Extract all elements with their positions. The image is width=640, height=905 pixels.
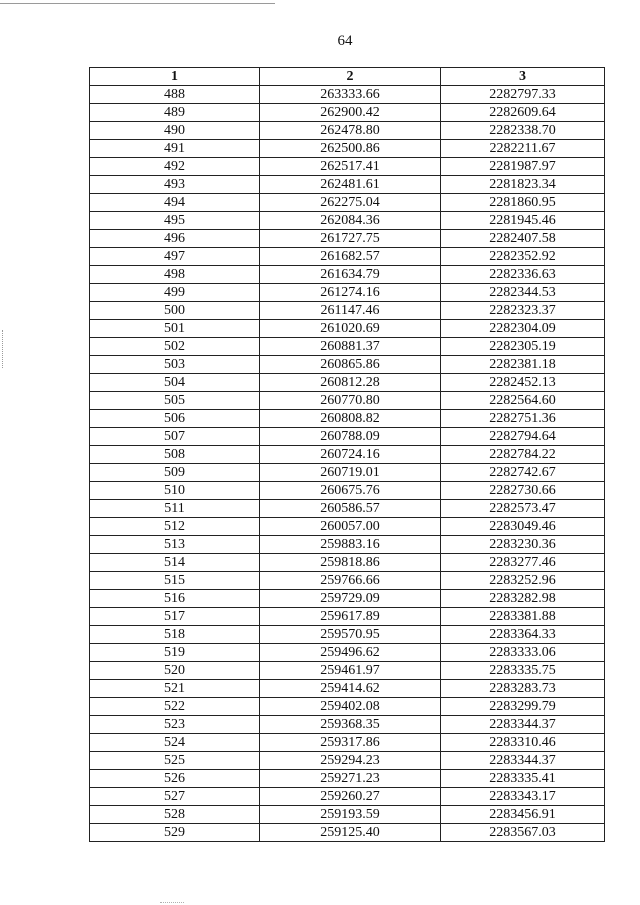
- y-coordinate-cell: 2283283.73: [441, 680, 605, 698]
- table-row: [90, 104, 605, 122]
- y-coordinate-cell: 2283252.96: [441, 572, 605, 590]
- x-coordinate-cell: 259461.97: [260, 662, 441, 680]
- point-number-cell: 511: [90, 500, 260, 518]
- x-coordinate-cell: 261147.46: [260, 302, 441, 320]
- table-row: [90, 194, 605, 212]
- x-coordinate-cell: 260724.16: [260, 446, 441, 464]
- point-number-cell: 513: [90, 536, 260, 554]
- table-row: [90, 176, 605, 194]
- table-row: [90, 680, 605, 698]
- point-number-cell: 522: [90, 698, 260, 716]
- column-header-point-number: 1: [90, 68, 260, 86]
- point-number-cell: 501: [90, 320, 260, 338]
- x-coordinate-cell: 261634.79: [260, 266, 441, 284]
- table-row: [90, 806, 605, 824]
- table-row: [90, 734, 605, 752]
- column-header-x-coordinate: 2: [260, 68, 441, 86]
- table-header-row: [90, 68, 605, 86]
- table-row: [90, 464, 605, 482]
- point-number-cell: 519: [90, 644, 260, 662]
- table-row: [90, 536, 605, 554]
- point-number-cell: 500: [90, 302, 260, 320]
- x-coordinate-cell: 259414.62: [260, 680, 441, 698]
- table-row: [90, 590, 605, 608]
- table-row: [90, 410, 605, 428]
- table-row: [90, 302, 605, 320]
- table-row: [90, 608, 605, 626]
- column-header-y-coordinate: 3: [441, 68, 605, 86]
- table-row: [90, 482, 605, 500]
- point-number-cell: 489: [90, 104, 260, 122]
- y-coordinate-cell: 2282352.92: [441, 248, 605, 266]
- y-coordinate-cell: 2283364.33: [441, 626, 605, 644]
- x-coordinate-cell: 260881.37: [260, 338, 441, 356]
- point-number-cell: 523: [90, 716, 260, 734]
- point-number-cell: 499: [90, 284, 260, 302]
- table-row: [90, 788, 605, 806]
- point-number-cell: 506: [90, 410, 260, 428]
- point-number-cell: 505: [90, 392, 260, 410]
- point-number-cell: 524: [90, 734, 260, 752]
- point-number-cell: 495: [90, 212, 260, 230]
- y-coordinate-cell: 2282797.33: [441, 86, 605, 104]
- x-coordinate-cell: 259368.35: [260, 716, 441, 734]
- point-number-cell: 507: [90, 428, 260, 446]
- table-row: [90, 284, 605, 302]
- point-number-cell: 508: [90, 446, 260, 464]
- y-coordinate-cell: 2283049.46: [441, 518, 605, 536]
- x-coordinate-cell: 259294.23: [260, 752, 441, 770]
- y-coordinate-cell: 2282407.58: [441, 230, 605, 248]
- y-coordinate-cell: 2282304.09: [441, 320, 605, 338]
- table-row: [90, 86, 605, 104]
- point-number-cell: 516: [90, 590, 260, 608]
- table-row: [90, 698, 605, 716]
- point-number-cell: 521: [90, 680, 260, 698]
- x-coordinate-cell: 260770.80: [260, 392, 441, 410]
- point-number-cell: 527: [90, 788, 260, 806]
- table-row: [90, 644, 605, 662]
- y-coordinate-cell: 2282211.67: [441, 140, 605, 158]
- table-row: [90, 212, 605, 230]
- y-coordinate-cell: 2283277.46: [441, 554, 605, 572]
- x-coordinate-cell: 260788.09: [260, 428, 441, 446]
- y-coordinate-cell: 2283567.03: [441, 824, 605, 842]
- table-row: [90, 374, 605, 392]
- x-coordinate-cell: 260812.28: [260, 374, 441, 392]
- point-number-cell: 512: [90, 518, 260, 536]
- x-coordinate-cell: 261682.57: [260, 248, 441, 266]
- table-row: [90, 572, 605, 590]
- table-row: [90, 716, 605, 734]
- x-coordinate-cell: 262084.36: [260, 212, 441, 230]
- table-row: [90, 626, 605, 644]
- y-coordinate-cell: 2283335.41: [441, 770, 605, 788]
- table-body: [90, 86, 605, 842]
- y-coordinate-cell: 2282305.19: [441, 338, 605, 356]
- point-number-cell: 529: [90, 824, 260, 842]
- y-coordinate-cell: 2282573.47: [441, 500, 605, 518]
- y-coordinate-cell: 2283343.17: [441, 788, 605, 806]
- point-number-cell: 493: [90, 176, 260, 194]
- table-row: [90, 356, 605, 374]
- x-coordinate-cell: 261274.16: [260, 284, 441, 302]
- table-row: [90, 158, 605, 176]
- x-coordinate-cell: 259125.40: [260, 824, 441, 842]
- table-row: [90, 122, 605, 140]
- x-coordinate-cell: 263333.66: [260, 86, 441, 104]
- y-coordinate-cell: 2283381.88: [441, 608, 605, 626]
- point-number-cell: 488: [90, 86, 260, 104]
- y-coordinate-cell: 2282344.53: [441, 284, 605, 302]
- y-coordinate-cell: 2283344.37: [441, 716, 605, 734]
- table-row: [90, 320, 605, 338]
- point-number-cell: 504: [90, 374, 260, 392]
- x-coordinate-cell: 260719.01: [260, 464, 441, 482]
- x-coordinate-cell: 262478.80: [260, 122, 441, 140]
- y-coordinate-cell: 2282564.60: [441, 392, 605, 410]
- point-number-cell: 517: [90, 608, 260, 626]
- table-row: [90, 230, 605, 248]
- table-row: [90, 446, 605, 464]
- y-coordinate-cell: 2282452.13: [441, 374, 605, 392]
- point-number-cell: 526: [90, 770, 260, 788]
- y-coordinate-cell: 2283333.06: [441, 644, 605, 662]
- y-coordinate-cell: 2282381.18: [441, 356, 605, 374]
- x-coordinate-cell: 261727.75: [260, 230, 441, 248]
- x-coordinate-cell: 259402.08: [260, 698, 441, 716]
- coordinates-table: [89, 67, 605, 842]
- y-coordinate-cell: 2282751.36: [441, 410, 605, 428]
- y-coordinate-cell: 2282609.64: [441, 104, 605, 122]
- y-coordinate-cell: 2283282.98: [441, 590, 605, 608]
- point-number-cell: 510: [90, 482, 260, 500]
- x-coordinate-cell: 262900.42: [260, 104, 441, 122]
- x-coordinate-cell: 259260.27: [260, 788, 441, 806]
- x-coordinate-cell: 262275.04: [260, 194, 441, 212]
- x-coordinate-cell: 260057.00: [260, 518, 441, 536]
- x-coordinate-cell: 262481.61: [260, 176, 441, 194]
- x-coordinate-cell: 259496.62: [260, 644, 441, 662]
- scan-artifact-left-dots: [2, 330, 3, 368]
- x-coordinate-cell: 259729.09: [260, 590, 441, 608]
- table-row: [90, 266, 605, 284]
- x-coordinate-cell: 259317.86: [260, 734, 441, 752]
- y-coordinate-cell: 2282336.63: [441, 266, 605, 284]
- y-coordinate-cell: 2281860.95: [441, 194, 605, 212]
- y-coordinate-cell: 2283456.91: [441, 806, 605, 824]
- point-number-cell: 514: [90, 554, 260, 572]
- y-coordinate-cell: 2282784.22: [441, 446, 605, 464]
- point-number-cell: 496: [90, 230, 260, 248]
- table-row: [90, 248, 605, 266]
- y-coordinate-cell: 2283230.36: [441, 536, 605, 554]
- x-coordinate-cell: 259271.23: [260, 770, 441, 788]
- table-row: [90, 554, 605, 572]
- y-coordinate-cell: 2282794.64: [441, 428, 605, 446]
- x-coordinate-cell: 259617.89: [260, 608, 441, 626]
- x-coordinate-cell: 259766.66: [260, 572, 441, 590]
- x-coordinate-cell: 262500.86: [260, 140, 441, 158]
- point-number-cell: 498: [90, 266, 260, 284]
- point-number-cell: 492: [90, 158, 260, 176]
- page-number: 64: [337, 33, 353, 49]
- point-number-cell: 520: [90, 662, 260, 680]
- table-row: [90, 338, 605, 356]
- x-coordinate-cell: 260865.86: [260, 356, 441, 374]
- table-row: [90, 518, 605, 536]
- x-coordinate-cell: 260675.76: [260, 482, 441, 500]
- x-coordinate-cell: 259883.16: [260, 536, 441, 554]
- x-coordinate-cell: 259193.59: [260, 806, 441, 824]
- table-row: [90, 824, 605, 842]
- table-row: [90, 500, 605, 518]
- point-number-cell: 515: [90, 572, 260, 590]
- y-coordinate-cell: 2282338.70: [441, 122, 605, 140]
- y-coordinate-cell: 2282730.66: [441, 482, 605, 500]
- y-coordinate-cell: 2283335.75: [441, 662, 605, 680]
- y-coordinate-cell: 2283299.79: [441, 698, 605, 716]
- point-number-cell: 491: [90, 140, 260, 158]
- y-coordinate-cell: 2283310.46: [441, 734, 605, 752]
- point-number-cell: 494: [90, 194, 260, 212]
- scan-artifact-bottom-dots: [160, 902, 184, 903]
- point-number-cell: 503: [90, 356, 260, 374]
- table-row: [90, 662, 605, 680]
- x-coordinate-cell: 259570.95: [260, 626, 441, 644]
- y-coordinate-cell: 2282323.37: [441, 302, 605, 320]
- y-coordinate-cell: 2281987.97: [441, 158, 605, 176]
- x-coordinate-cell: 260808.82: [260, 410, 441, 428]
- point-number-cell: 528: [90, 806, 260, 824]
- y-coordinate-cell: 2283344.37: [441, 752, 605, 770]
- table-row: [90, 752, 605, 770]
- table-row: [90, 392, 605, 410]
- point-number-cell: 525: [90, 752, 260, 770]
- scan-artifact-top-line: [0, 3, 275, 4]
- point-number-cell: 509: [90, 464, 260, 482]
- table-row: [90, 428, 605, 446]
- table-row: [90, 770, 605, 788]
- point-number-cell: 490: [90, 122, 260, 140]
- y-coordinate-cell: 2281945.46: [441, 212, 605, 230]
- y-coordinate-cell: 2281823.34: [441, 176, 605, 194]
- point-number-cell: 502: [90, 338, 260, 356]
- point-number-cell: 518: [90, 626, 260, 644]
- x-coordinate-cell: 260586.57: [260, 500, 441, 518]
- x-coordinate-cell: 259818.86: [260, 554, 441, 572]
- point-number-cell: 497: [90, 248, 260, 266]
- x-coordinate-cell: 262517.41: [260, 158, 441, 176]
- x-coordinate-cell: 261020.69: [260, 320, 441, 338]
- y-coordinate-cell: 2282742.67: [441, 464, 605, 482]
- table-row: [90, 140, 605, 158]
